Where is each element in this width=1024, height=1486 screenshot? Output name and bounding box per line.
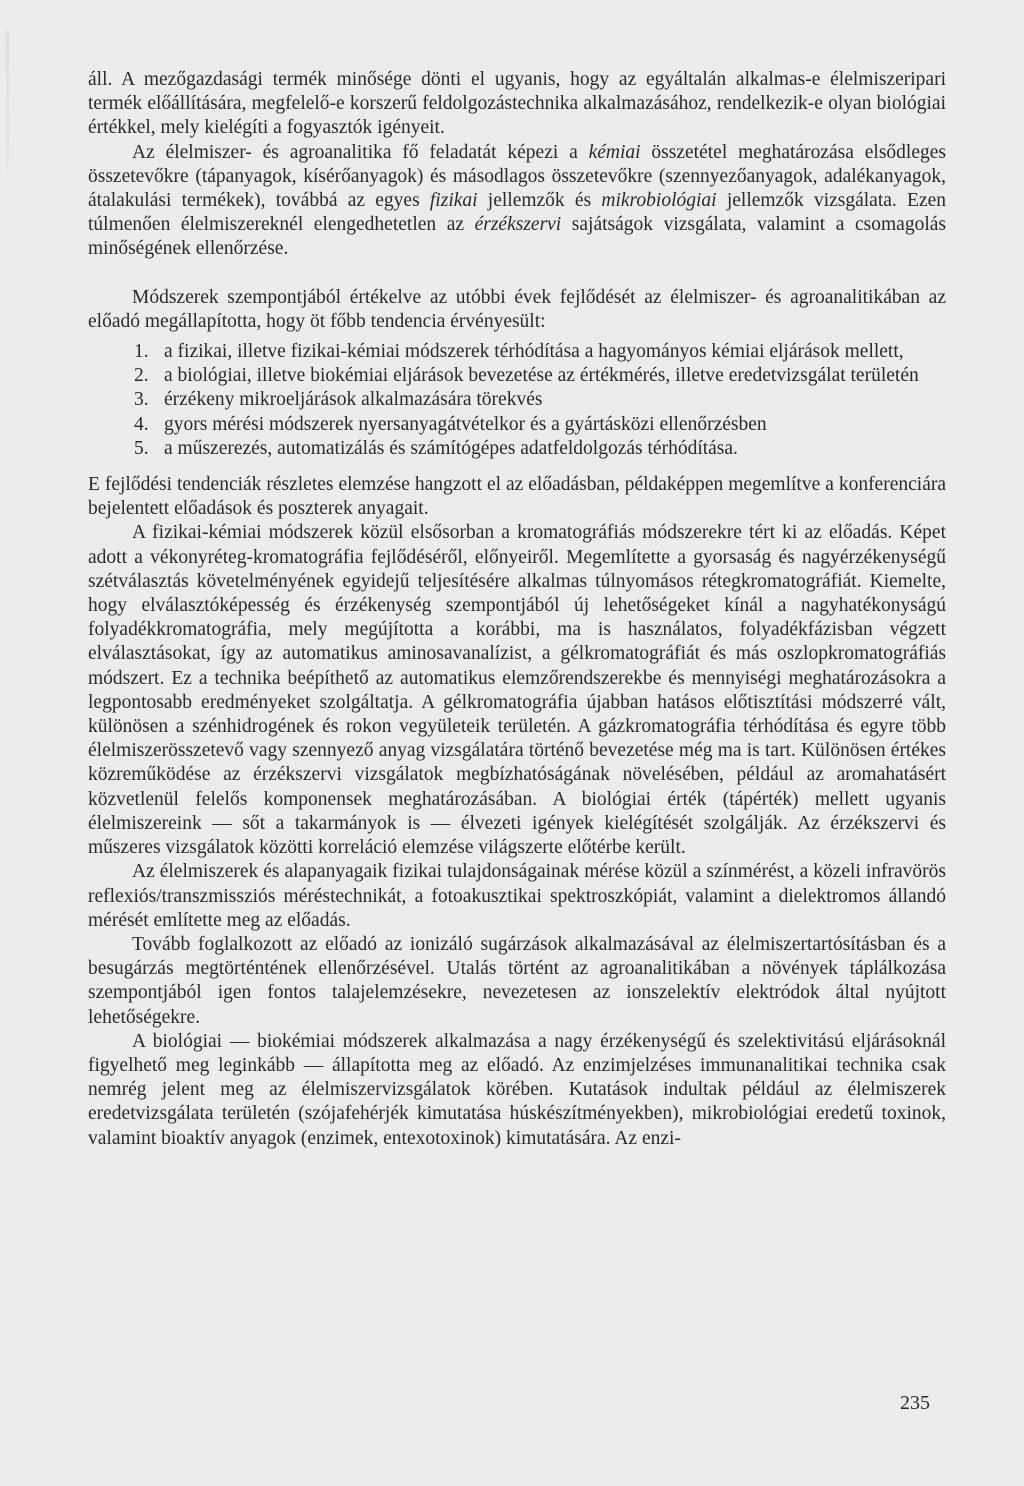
list-number: 5. bbox=[134, 437, 149, 459]
list-number: 2. bbox=[134, 365, 149, 387]
text-run: összetétel meghatározása elsődleges összetevőkre (tápanyagok, kísérőanyagok) és másodlagos összetevőkre (szennyezőanyagok, adalékanyagok, átalakulási termékek), továbbá az egyes bbox=[88, 141, 946, 212]
tendency-list bbox=[88, 340, 946, 461]
paragraph-physical-properties: Az élelmiszerek és alapanyagaik fizikai tulajdonságainak mérése közül a színmérést, a közeli infravörös reflexiós/transzmissziós méréstechnikát, a fotoakusztikai spektroszkópiát, valamint a dielektromos állandó mérését említette meg az előadás. bbox=[88, 861, 946, 931]
list-item bbox=[88, 340, 946, 364]
list-text: érzékeny mikroeljárások alkalmazására törekvés bbox=[164, 389, 543, 411]
list-text: a műszerezés, automatizálás és számítógépes adatfeldolgozás térhódítása. bbox=[164, 437, 738, 459]
text-run: sajátságok vizsgálata, valamint a csomagolás minőségének ellenőrzése. bbox=[88, 214, 946, 260]
list-item bbox=[88, 437, 946, 461]
list-number: 1. bbox=[134, 341, 149, 363]
list-number: 4. bbox=[134, 413, 149, 435]
paragraph-radiation: Tovább foglalkozott az előadó az ionizáló sugárzások alkalmazásával az élelmiszertartósításban és a besugárzás megtörténtének ellenőrzésével. Utalás történt az agroanalitikában a növények táplálkozása szempontjából igen fontos talajelemzésekre, nevezetesen az ionszelektív elektródok által nyújtott lehetőségekre. bbox=[88, 933, 946, 1028]
paragraph-biological-methods: A biológiai — biokémiai módszerek alkalmazása a nagy érzékenységű és szelektivitású eljárásoknál figyelhető meg leginkább — állapította meg az előadó. Az enzimjelzéses immunanalitikai technika csak nemrég jelent meg az élelmiszervizsgálatok körében. Kutatások indultak például az élelmiszerek eredetvizsgálata területén (szójafehérjék kimutatása húskészítményekben), mikrobiológiai eredetű toxinok, valamint bioaktív anyagok (enzimek, entexotoxinok) kimutatására. Az enzi- bbox=[88, 1030, 946, 1149]
paragraph-methods: Módszerek szempontjából értékelve az utóbbi évek fejlődését az élelmiszer- és agroanalitikában az előadó megállapította, hogy öt főbb tendencia érvényesült: bbox=[88, 286, 946, 332]
list-item bbox=[88, 364, 946, 388]
text-run: jellemzők és bbox=[477, 190, 602, 212]
list-number: 3. bbox=[134, 389, 149, 411]
emphasis-physical: fizikai bbox=[429, 190, 478, 212]
text-run: Az élelmiszer- és agroanalitika fő feladatát képezi a bbox=[132, 141, 589, 163]
paragraph-analytics-tasks bbox=[88, 141, 946, 262]
list-text: gyors mérési módszerek nyersanyagátvételkor és a gyártásközi ellenőrzésben bbox=[164, 413, 767, 435]
emphasis-sensory: érzékszervi bbox=[474, 214, 562, 236]
list-text: a biológiai, illetve biokémiai eljárások bevezetése az értékmérés, illetve eredetvizsgálat területén bbox=[164, 365, 919, 387]
list-item bbox=[88, 413, 946, 437]
paragraph-trends-detail: E fejlődési tendenciák részletes elemzése hangzott el az előadásban, példaképpen megemlítve a konferenciára bejelentett előadások és poszterek anyagait. bbox=[88, 474, 946, 520]
text-run: jellemzők vizsgálata. Ezen túlmenően élelmiszereknél elengedhetetlen az bbox=[88, 190, 946, 236]
emphasis-microbiological: mikrobiológiai bbox=[601, 190, 717, 212]
list-item bbox=[88, 388, 946, 412]
paragraph-intro: áll. A mezőgazdasági termék minősége dönti el ugyanis, hogy az egyáltalán alkalmas-e élelmiszeripari termék előállítására, megfelelő-e korszerű feldolgozástechnika alkalmazásához, rendelkezik-e olyan biológiai értékkel, mely kielégíti a fogyasztók igényeit. bbox=[88, 69, 946, 139]
page-number: 235 bbox=[900, 1392, 930, 1414]
paragraph-chromatography: A fizikai-kémiai módszerek közül elsősorban a kromatográfiás módszerekre tért ki az előadás. Képet adott a vékonyréteg-kromatográfia fejlődéséről, előnyeiről. Megemlítette a gyorsaság és nagyérzékenységű szétválasztás követelményének egyidejű teljesítésére alkalmas túlnyomásos rétegkromatográfiát. Kiemelte, hogy elválasztóképesség és érzékenység szempontjából új lehetőségeket kínál a nagyhatékonyságú folyadékkromatográfia, mely megújította a korábbi, ma is használatos, folyadékfázisban végzett elválasztásokat, így az automatikus aminosavanalízist, a gélkromatográfiát és más oszlopkromatográfiás módszert. Ez a technika beépíthető az automatikus elemzőrendszerekbe és mennyiségi meghatározásokra a legpontosabb eredményeket szolgáltatja. A gélkromatográfia újabban hatásos előtisztítási módszerré vált, különösen a szénhidrogének és rokon vegyületeik területén. A gázkromatográfia térhódítása és egyre több élelmiszerösszetevő vagy szennyező anyag vizsgálatára történő bevezetése még ma is tart. Különösen értékes közreműködése az érzékszervi vizsgálatok megbízhatóságának növelésében, például az aromahatásért közvetlenül felelős komponensek meghatározásában. A biológiai érték (tápérték) mellett ugyanis élelmiszereink — sőt a takarmányok is — élvezeti igények kielégítését szolgálják. Az érzékszervi és műszeres vizsgálatok közötti korreláció elemzése világszerte előtérbe került. bbox=[88, 522, 946, 859]
emphasis-chemical: kémiai bbox=[588, 141, 641, 163]
list-text: a fizikai, illetve fizikai-kémiai módszerek térhódítása a hagyományos kémiai eljárások mellett, bbox=[164, 341, 904, 363]
page-edge-shadow bbox=[6, 30, 9, 170]
text-column bbox=[88, 68, 946, 1151]
